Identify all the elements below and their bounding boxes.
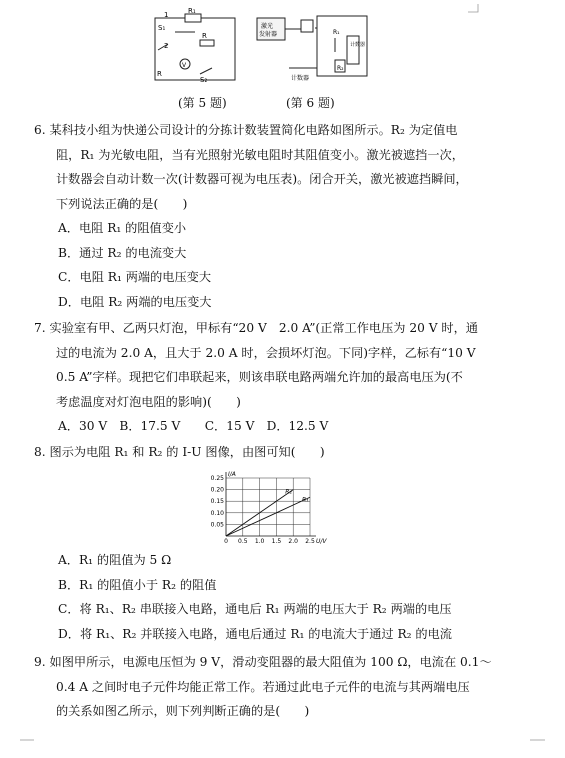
question-8-stem: 图示为电阻 R₁ 和 R₂ 的 I-U 图像，由图可知( ) bbox=[49, 445, 325, 459]
svg-text:R₂: R₂ bbox=[337, 65, 344, 72]
fig6-caption: (第 6 题) bbox=[286, 96, 335, 110]
chart-series-line bbox=[226, 497, 310, 536]
question-6-number: 6. bbox=[34, 123, 46, 137]
chart-y-tick-label: 0.10 bbox=[210, 509, 224, 517]
question-7-stem-line-1: 实验室有甲、乙两只灯泡，甲标有“20 V 2.0 A”(正常工作电压为 20 V 时，通 bbox=[49, 321, 478, 335]
fig5-circuit-diagram bbox=[140, 8, 250, 88]
fig6-laser-label: 激光 bbox=[261, 23, 274, 30]
chart-x-tick-label: 0 bbox=[224, 538, 228, 545]
question-6-option-c[interactable]: C．电阻 R₁ 两端的电压变大 bbox=[58, 270, 212, 284]
question-8-option-a[interactable]: A．R₁ 的阻值为 5 Ω bbox=[58, 553, 172, 567]
svg-text:R: R bbox=[202, 32, 207, 40]
question-9-stem-line-2: 0.4 A 之间时电子元件均能正常工作。若通过此电子元件的电流与其两端电压 bbox=[56, 679, 470, 694]
chart-y-tick-label: 0.05 bbox=[210, 521, 224, 529]
fig5-caption: (第 5 题) bbox=[178, 96, 227, 110]
question-9-stem-line-1: 如图甲所示，电源电压恒为 9 V，滑动变阻器的最大阻值为 100 Ω，电流在 0.1～ bbox=[49, 655, 492, 669]
question-8 bbox=[34, 440, 544, 465]
question-8-option-c[interactable]: C．将 R₁、R₂ 串联接入电路，通电后 R₁ 两端的电压大于 R₂ 两端的电压 bbox=[58, 602, 452, 616]
fig6-counter-text: 计数器 bbox=[291, 75, 310, 82]
fig6-laser-label-2: 发射器 bbox=[259, 31, 278, 38]
question-8-option-d[interactable]: D．将 R₁、R₂ 并联接入电路，通电后通过 R₁ 的电流大于通过 R₂ 的电流 bbox=[58, 626, 452, 641]
chart-x-tick-label: 1.5 bbox=[271, 538, 282, 545]
question-7-stem-line-3: 0.5 A”字样。现把它们串联起来，则该串联电路两端允许加的最高电压为(不 bbox=[56, 370, 463, 384]
chart-x-tick-label: 0.5 bbox=[238, 538, 248, 545]
fig6-circuit-diagram bbox=[255, 8, 375, 88]
question-6-stem-line-3: 计数器会自动计数一次(计数器可视为电压表)。闭合开关，激光被遮挡瞬间， bbox=[56, 172, 468, 186]
question-9 bbox=[34, 650, 544, 724]
question-7-number: 7. bbox=[34, 321, 46, 335]
svg-text:1: 1 bbox=[164, 11, 169, 19]
question-7-stem-line-2: 过的电流为 2.0 A，且大于 2.0 A 时，会损坏灯泡。下同)字样，乙标有“10 V bbox=[56, 345, 476, 360]
svg-text:V: V bbox=[182, 62, 187, 69]
chart-y-axis-label: I/A bbox=[228, 471, 236, 478]
svg-text:2: 2 bbox=[164, 42, 169, 50]
question-6-stem-line-1: 某科技小组为快递公司设计的分拣计数装置简化电路如图所示。R₂ 为定值电 bbox=[49, 123, 458, 137]
chart-x-tick-label: 2.0 bbox=[288, 538, 298, 545]
question-6-stem-line-2: 阻，R₁ 为光敏电阻，当有光照射光敏电阻时其阻值变小。激光被遮挡一次， bbox=[56, 147, 464, 162]
question-7-stem-line-4: 考虑温度对灯泡电阻的影响)( ) bbox=[56, 394, 241, 409]
svg-text:R₁: R₁ bbox=[188, 8, 196, 15]
chart-x-tick-label: 2.5 bbox=[305, 538, 315, 545]
question-6 bbox=[34, 118, 544, 314]
question-9-stem-line-3: 的关系如图乙所示，则下列判断正确的是( ) bbox=[56, 704, 310, 718]
chart-x-tick-label: 1.0 bbox=[254, 538, 265, 545]
chart-series-label: R₁ bbox=[302, 496, 309, 504]
question-6-option-b[interactable]: B．通过 R₂ 的电流变大 bbox=[58, 245, 187, 260]
chart-x-axis-label: U/V bbox=[316, 538, 327, 545]
fig6-counter-label: 计数器 bbox=[350, 42, 366, 48]
question-9-number: 9. bbox=[34, 655, 46, 669]
question-6-option-a[interactable]: A．电阻 R₁ 的阻值变小 bbox=[58, 221, 187, 235]
iu-chart bbox=[198, 466, 328, 546]
question-6-stem-line-4: 下列说法正确的是( ) bbox=[56, 196, 188, 211]
svg-text:S₂: S₂ bbox=[200, 76, 208, 84]
question-8-number: 8. bbox=[34, 445, 46, 459]
question-7 bbox=[34, 316, 544, 439]
svg-text:S₁: S₁ bbox=[158, 24, 166, 32]
question-6-option-d[interactable]: D．电阻 R₂ 两端的电压变大 bbox=[58, 294, 212, 309]
chart-y-tick-label: 0.15 bbox=[210, 498, 224, 506]
chart-series-label: R₂ bbox=[285, 488, 292, 496]
question-8-options bbox=[34, 548, 544, 646]
question-8-option-b[interactable]: B．R₁ 的阻值小于 R₂ 的阻值 bbox=[58, 577, 217, 592]
chart-y-tick-label: 0.25 bbox=[210, 475, 224, 482]
chart-y-tick-label: 0.20 bbox=[210, 486, 224, 494]
svg-text:R₁: R₁ bbox=[333, 29, 340, 36]
svg-text:R: R bbox=[157, 70, 162, 78]
question-7-options[interactable]: A．30 V B．17.5 V C．15 V D．12.5 V bbox=[58, 419, 329, 433]
